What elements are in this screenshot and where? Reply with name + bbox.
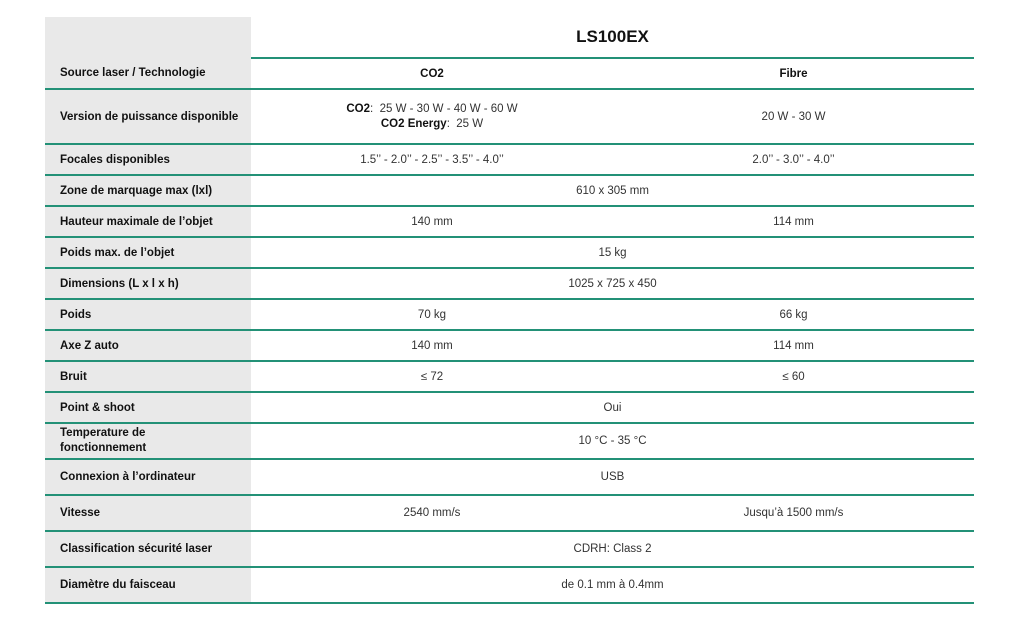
row-label: Dimensions (L x l x h) [45, 268, 251, 299]
co2-label: CO2 [346, 102, 371, 115]
header-row [45, 58, 974, 89]
row-label: Poids [45, 299, 251, 330]
row-label: Axe Z auto [45, 330, 251, 361]
co2-energy-values: 25 W [456, 117, 484, 130]
fibre-value: 114 mm [613, 330, 974, 361]
table-row [45, 567, 974, 603]
power-co2-cell [251, 89, 613, 144]
fibre-value: Jusqu’à 1500 mm/s [613, 495, 974, 531]
table-row [45, 299, 974, 330]
fibre-value: 2.0’’ - 3.0’’ - 4.0’’ [613, 144, 974, 175]
column-header-co2: CO2 [251, 58, 613, 89]
table-row [45, 459, 974, 495]
co2-energy-label: CO2 Energy [380, 117, 447, 130]
row-label: Zone de marquage max (lxl) [45, 175, 251, 206]
co2-value: 70 kg [251, 299, 613, 330]
co2-value: 2540 mm/s [251, 495, 613, 531]
row-label: Classification sécurité laser [45, 531, 251, 567]
co2-values: 25 W - 30 W - 40 W - 60 W [379, 102, 518, 115]
row-label: Vitesse [45, 495, 251, 531]
table-row [45, 237, 974, 268]
shared-value: 15 kg [251, 237, 974, 268]
co2-value: 140 mm [251, 206, 613, 237]
row-label-line: fonctionnement [60, 442, 147, 454]
power-co2e-line: CO2 Energy: 25 W [380, 117, 484, 130]
product-title: LS100EX [251, 17, 974, 58]
table-row [45, 206, 974, 237]
table-row [45, 268, 974, 299]
table-row [45, 392, 974, 423]
table-row [45, 531, 974, 567]
shared-value: 10 °C - 35 °C [251, 423, 974, 459]
row-label: Hauteur maximale de l’objet [45, 206, 251, 237]
shared-value: Oui [251, 392, 974, 423]
fibre-value: 66 kg [613, 299, 974, 330]
row-label-line: Temperature de [60, 427, 146, 439]
table-row [45, 175, 974, 206]
power-fibre-cell: 20 W - 30 W [613, 89, 974, 144]
title-row-label-cell [45, 17, 251, 58]
spec-sheet [45, 17, 974, 604]
row-label: Point & shoot [45, 392, 251, 423]
row-label: Diamètre du faisceau [45, 567, 251, 603]
fibre-value: 114 mm [613, 206, 974, 237]
table-row [45, 495, 974, 531]
spec-table [45, 17, 974, 604]
co2-value: 1.5’’ - 2.0’’ - 2.5’’ - 3.5’’ - 4.0’’ [251, 144, 613, 175]
shared-value: 1025 x 725 x 450 [251, 268, 974, 299]
fibre-value: ≤ 60 [613, 361, 974, 392]
shared-value: CDRH: Class 2 [251, 531, 974, 567]
shared-value: de 0.1 mm à 0.4mm [251, 567, 974, 603]
column-header-fibre: Fibre [613, 58, 974, 89]
row-label: Poids max. de l’objet [45, 237, 251, 268]
shared-value: USB [251, 459, 974, 495]
row-label: Connexion à l’ordinateur [45, 459, 251, 495]
table-row [45, 330, 974, 361]
shared-value: 610 x 305 mm [251, 175, 974, 206]
row-label: Bruit [45, 361, 251, 392]
power-co2-line: CO2: 25 W - 30 W - 40 W - 60 W [346, 102, 518, 115]
table-row [45, 144, 974, 175]
row-label: Source laser / Technologie [45, 58, 251, 89]
co2-value: 140 mm [251, 330, 613, 361]
row-label: Focales disponibles [45, 144, 251, 175]
row-label [45, 423, 251, 459]
co2-value: ≤ 72 [251, 361, 613, 392]
table-row [45, 361, 974, 392]
table-row [45, 89, 974, 144]
table-row [45, 423, 974, 459]
row-label: Version de puissance disponible [45, 89, 251, 144]
title-row [45, 17, 974, 58]
